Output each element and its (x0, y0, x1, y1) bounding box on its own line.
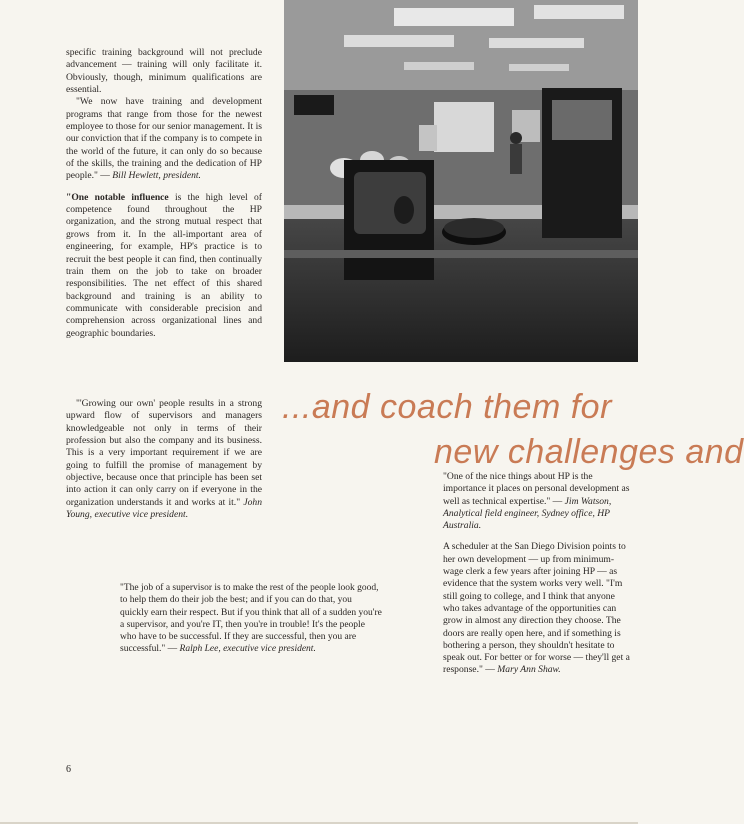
quote-text: "One of the nice things about HP is the importance it places on personal development as well as technical expertise." — (443, 471, 630, 507)
right-column (443, 471, 633, 677)
quote-text: "The job of a supervisor is to make the rest of the people look good, to help them do their job the best; and if you can do that, you quickly earn their respect. But if you think that all of a sudden you're a supervisor, and you're IT, then you're in trouble! It's the people who have to be successful. If they are successful, then you are successful." — (120, 583, 382, 655)
quote-attribution: Mary Ann Shaw. (497, 664, 561, 676)
paragraph-hewlett-quote (66, 96, 262, 182)
quote-text: "'Growing our own' people results in a strong upward flow of supervisors and managers knowledgeable not only in terms of their profession but also the company and its business. This is a very important requirement if we are going to fulfill the promise of management by objective, because once that principle has been set into action it can only carry on if everyone in the organization understands it and works at it." (66, 398, 262, 508)
left-column (66, 47, 262, 340)
quote-attribution: John Young, executive vice president. (66, 496, 262, 521)
photo-illustration (284, 0, 638, 362)
paragraph-influence (66, 192, 262, 340)
page-number: 6 (66, 764, 71, 775)
headline-line-2: new challenges and (434, 433, 744, 471)
quote-shaw (443, 541, 633, 676)
middle-quote (120, 582, 382, 656)
paragraph-training-background: specific training background will not preclude advancement — training will only facilitate it. Obviously, though, minimum qualifications are essential. (66, 47, 262, 96)
left-column-lower (66, 398, 262, 521)
paragraph-young-quote (66, 398, 262, 521)
paragraph-lead-in: "One notable influence (66, 191, 169, 203)
quote-attribution: Bill Hewlett, president. (112, 170, 201, 182)
headline-line-1: ...and coach them for (282, 388, 612, 426)
training-room-photo (284, 0, 638, 362)
quote-text: "We now have training and development programs that range from those for the newest employee to those for our senior management. It is our conviction that if the company is to compete in the world of the future, it can only do so because of the skills, the training and the dedication of HP people." — (66, 96, 262, 182)
paragraph-body: is the high level of competence found throughout the HP organization, and the strong mutual respect that grows from it. In the all-important area of engineering, for example, HP's practice is to recruit the best people it can find, then continually train them on the job to take on broader responsibilities. The net effect of this shared background and training is an ability to communicate with considerable precision and comprehension across organizational lines and geographic boundaries. (66, 191, 262, 339)
quote-paragraph (120, 582, 382, 656)
quote-attribution: Ralph Lee, executive vice president. (179, 644, 316, 655)
quote-watson (443, 471, 633, 532)
quote-text: A scheduler at the San Diego Division points to her own development — up from minimum-wage clerk a few years after joining HP — as evidence that the system works very well. "I'm still going to college, and I think that anyone who takes advantage of the opportunities can grow in almost any direction they choose. The doors are really open here, and if something is bothering a person, they shouldn't hesitate to speak out. For better or for worse — they'll get a response." — (443, 541, 630, 676)
quote-attribution: Jim Watson, Analytical field engineer, Sydney office, HP Australia. (443, 495, 612, 532)
